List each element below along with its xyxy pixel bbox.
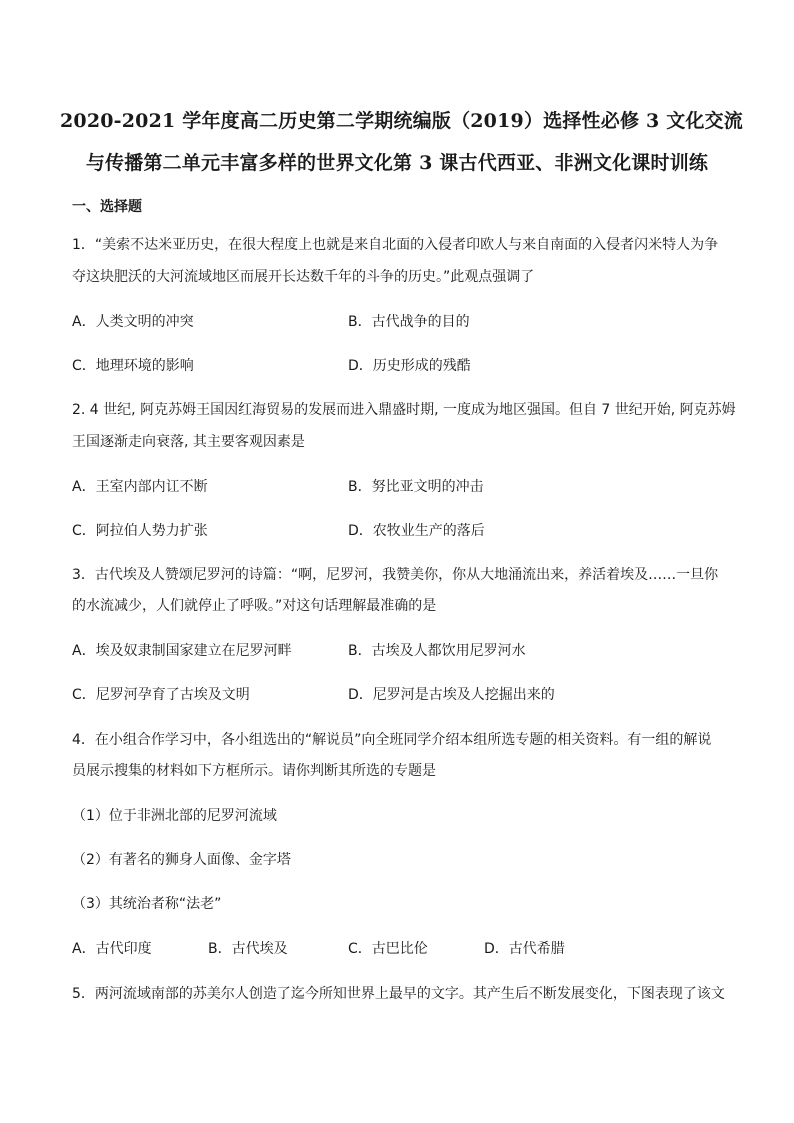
question-4-material-1: （1）位于非洲北部的尼罗河流域 [72, 808, 277, 824]
question-2-stem-line-2: 王国逐渐走向衰落, 其主要客观因素是 [72, 434, 305, 450]
question-1-option-d[interactable]: D．历史形成的残酷 [348, 358, 471, 374]
question-2-option-b[interactable]: B．努比亚文明的冲击 [348, 479, 484, 495]
question-1-option-a[interactable]: A．人类文明的冲突 [72, 314, 194, 330]
question-3-option-a[interactable]: A．埃及奴隶制国家建立在尼罗河畔 [72, 643, 292, 659]
question-4-stem-line-1: 4．在小组合作学习中，各小组选出的“解说员”向全班同学介绍本组所选专题的相关资料。有一组的解说 [72, 732, 712, 748]
question-4-option-a[interactable]: A．古代印度 [72, 941, 152, 957]
question-3-option-b[interactable]: B．古埃及人都饮用尼罗河水 [348, 643, 526, 659]
question-1-option-c[interactable]: C．地理环境的影响 [72, 358, 194, 374]
question-1-stem-line-1: 1．“美索不达米亚历史，在很大程度上也就是来自北面的入侵者印欧人与来自南面的入侵者闪米特人为争 [72, 237, 719, 253]
question-2-option-c[interactable]: C．阿拉伯人势力扩张 [72, 523, 208, 539]
section-heading: 一、选择题 [72, 199, 142, 215]
question-4-option-d[interactable]: D．古代希腊 [484, 941, 565, 957]
document-title-line-1: 2020-2021 学年度高二历史第二学期统编版（2019）选择性必修 3 文化交流 [60, 110, 743, 132]
question-1-option-b[interactable]: B．古代战争的目的 [348, 314, 470, 330]
question-4-stem-line-2: 员展示搜集的材料如下方框所示。请你判断其所选的专题是 [72, 763, 436, 779]
question-2-option-a[interactable]: A．王室内部内讧不断 [72, 479, 208, 495]
question-4-material-3: （3）其统治者称“法老” [72, 896, 222, 912]
document-title-line-2: 与传播第二单元丰富多样的世界文化第 3 课古代西亚、非洲文化课时训练 [85, 152, 709, 174]
question-2-stem-line-1: 2. 4 世纪, 阿克苏姆王国因红海贸易的发展而进入鼎盛时期, 一度成为地区强国。但自 7 世纪开始, 阿克苏姆 [72, 402, 736, 418]
question-2-option-d[interactable]: D．农牧业生产的落后 [348, 523, 485, 539]
question-3-option-c[interactable]: C．尼罗河孕育了古埃及文明 [72, 687, 250, 703]
question-4-option-c[interactable]: C．古巴比伦 [348, 941, 428, 957]
question-3-stem-line-1: 3．古代埃及人赞颂尼罗河的诗篇：“啊，尼罗河，我赞美你，你从大地涌流出来，养活着埃及……一旦你 [72, 567, 719, 583]
question-5-stem-line-1: 5．两河流域南部的苏美尔人创造了迄今所知世界上最早的文字。其产生后不断发展变化，下图表现了该文 [72, 986, 725, 1002]
question-4-material-2: （2）有著名的狮身人面像、金字塔 [72, 852, 291, 868]
question-4-option-b[interactable]: B．古代埃及 [208, 941, 288, 957]
question-1-stem-line-2: 夺这块肥沃的大河流域地区而展开长达数千年的斗争的历史。”此观点强调了 [72, 269, 535, 285]
question-3-stem-line-2: 的水流减少，人们就停止了呼吸。”对这句话理解最准确的是 [72, 598, 437, 614]
question-3-option-d[interactable]: D．尼罗河是古埃及人挖掘出来的 [348, 687, 555, 703]
